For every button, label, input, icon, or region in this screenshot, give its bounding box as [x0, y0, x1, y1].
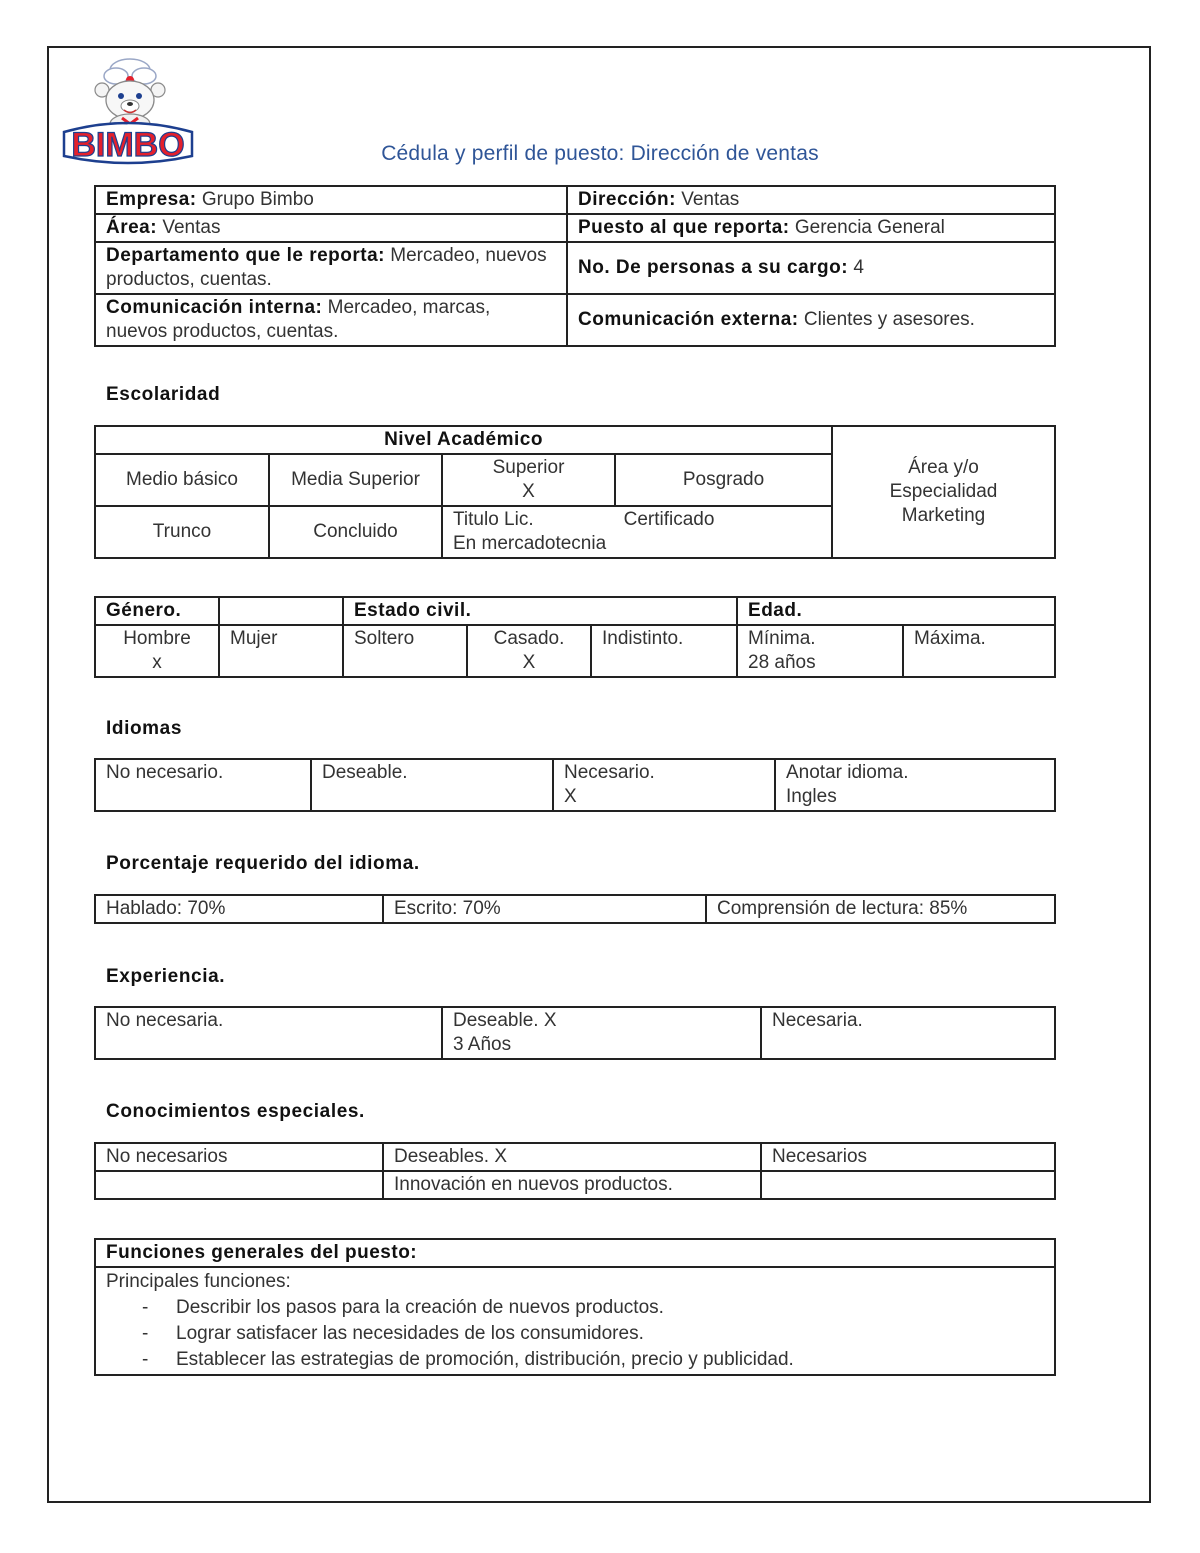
- nivel-header: Nivel Académico: [95, 426, 832, 454]
- casado-cell: [467, 625, 591, 677]
- estado-civil-header: Estado civil.: [343, 597, 737, 625]
- depto-cell: [95, 242, 567, 294]
- media-superior-cell: Media Superior: [269, 454, 442, 506]
- escolaridad-heading: Escolaridad: [106, 384, 221, 405]
- superior-mark: X: [522, 481, 535, 502]
- conocimientos-blank-1: [95, 1171, 383, 1199]
- funciones-intro: Principales funciones:: [106, 1271, 291, 1292]
- funcion-item: - Describir los pasos para la creación de nuevos productos.: [142, 1297, 664, 1318]
- edad-header: Edad.: [737, 597, 1055, 625]
- escolaridad-table: [94, 425, 1056, 559]
- genero-header: Género.: [95, 597, 219, 625]
- idioma-value: Ingles: [786, 786, 837, 807]
- certificado-label: Certificado: [623, 509, 715, 530]
- posgrado-cell: Posgrado: [615, 454, 832, 506]
- com-ext-value: Clientes y asesores.: [798, 309, 975, 330]
- innovacion-cell: Innovación en nuevos productos.: [383, 1171, 761, 1199]
- titulo-cell: [442, 506, 832, 558]
- deseables-cell: Deseables. X: [383, 1143, 761, 1171]
- conocimientos-blank-2: [761, 1171, 1055, 1199]
- idiomas-table: [94, 758, 1056, 812]
- direccion-value: Ventas: [675, 189, 740, 210]
- anos-value: 3 Años: [453, 1034, 512, 1055]
- genero-blank-header: [219, 597, 343, 625]
- com-int-label: Comunicación interna:: [106, 297, 323, 318]
- area-line2: Especialidad: [889, 481, 998, 502]
- porcentaje-table: [94, 894, 1056, 924]
- necesarios-cell: Necesarios: [761, 1143, 1055, 1171]
- superior-cell: [442, 454, 615, 506]
- com-ext-label: Comunicación externa:: [578, 309, 799, 330]
- area-cell: [95, 214, 567, 242]
- logo-brand-text: BIMBO: [71, 126, 185, 164]
- perfil-table: [94, 596, 1056, 678]
- puesto-label: Puesto al que reporta:: [578, 217, 790, 238]
- minima-cell: [737, 625, 903, 677]
- necesario-cell: [553, 759, 775, 811]
- idiomas-heading: Idiomas: [106, 718, 182, 739]
- conocimientos-heading: Conocimientos especiales.: [106, 1101, 365, 1122]
- casado-label: Casado.: [493, 628, 565, 649]
- com-int-value: Mercadeo, marcas, nuevos productos, cuentas.: [106, 297, 491, 342]
- direccion-cell: [567, 186, 1055, 214]
- area-value: Ventas: [157, 217, 221, 238]
- superior-label: Superior: [492, 457, 565, 478]
- minima-label: Mínima.: [748, 628, 816, 649]
- necesario-label: Necesario.: [564, 762, 655, 783]
- empresa-cell: [95, 186, 567, 214]
- info-table: [94, 185, 1056, 347]
- area-line3: Marketing: [901, 505, 986, 526]
- com-int-cell: [95, 294, 567, 346]
- deseable-exp-label: Deseable. X: [453, 1010, 557, 1031]
- area-label: Área:: [106, 217, 158, 238]
- soltero-cell: Soltero: [343, 625, 467, 677]
- personas-value: 4: [848, 257, 864, 278]
- page-title: Cédula y perfil de puesto: Dirección de ventas: [381, 142, 819, 165]
- com-ext-cell: [567, 294, 1055, 346]
- medio-basico-cell: Medio básico: [95, 454, 269, 506]
- no-necesaria-cell: No necesaria.: [95, 1007, 442, 1059]
- minima-value: 28 años: [748, 652, 816, 673]
- area-line1: Área y/o: [908, 457, 979, 478]
- casado-mark: X: [522, 652, 536, 673]
- depto-value: Mercadeo, nuevos productos, cuentas.: [106, 245, 547, 290]
- deseable-exp-cell: [442, 1007, 761, 1059]
- funcion-item: - Lograr satisfacer las necesidades de los consumidores.: [142, 1323, 644, 1344]
- funciones-list: [106, 1295, 1044, 1373]
- funciones-body: [95, 1267, 1055, 1375]
- porcentaje-heading: Porcentaje requerido del idioma.: [106, 853, 420, 874]
- empresa-label: Empresa:: [106, 189, 197, 210]
- hombre-label: Hombre: [123, 628, 191, 649]
- empresa-value: Grupo Bimbo: [196, 189, 314, 210]
- depto-label: Departamento que le reporta:: [106, 245, 385, 266]
- escrito-cell: Escrito: 70%: [383, 895, 706, 923]
- concluido-cell: Concluido: [269, 506, 442, 558]
- funcion-item: - Establecer las estrategias de promoción, distribución, precio y publicidad.: [142, 1349, 794, 1370]
- hombre-mark: x: [152, 652, 162, 673]
- no-necesario-cell: No necesario.: [95, 759, 311, 811]
- direccion-label: Dirección:: [578, 189, 676, 210]
- funciones-table: [94, 1238, 1056, 1376]
- deseable-cell: Deseable.: [311, 759, 553, 811]
- no-necesarios-cell: No necesarios: [95, 1143, 383, 1171]
- personas-label: No. De personas a su cargo:: [578, 257, 849, 278]
- experiencia-heading: Experiencia.: [106, 966, 226, 987]
- funciones-header: Funciones generales del puesto:: [95, 1239, 1055, 1267]
- maxima-cell: Máxima.: [903, 625, 1055, 677]
- mujer-cell: Mujer: [219, 625, 343, 677]
- trunco-cell: Trunco: [95, 506, 269, 558]
- necesario-mark: X: [564, 786, 577, 807]
- indistinto-cell: Indistinto.: [591, 625, 737, 677]
- anotar-label: Anotar idioma.: [786, 762, 909, 783]
- hablado-cell: Hablado: 70%: [95, 895, 383, 923]
- comprension-cell: Comprensión de lectura: 85%: [706, 895, 1055, 923]
- experiencia-table: [94, 1006, 1056, 1060]
- hombre-cell: [95, 625, 219, 677]
- titulo-label: Titulo Lic.: [453, 509, 534, 530]
- anotar-idioma-cell: [775, 759, 1055, 811]
- area-especialidad-cell: [832, 426, 1055, 558]
- personas-cell: [567, 242, 1055, 294]
- necesaria-cell: Necesaria.: [761, 1007, 1055, 1059]
- puesto-cell: [567, 214, 1055, 242]
- puesto-value: Gerencia General: [789, 217, 945, 238]
- en-mercadotecnia: En mercadotecnia: [453, 533, 607, 554]
- conocimientos-table: [94, 1142, 1056, 1200]
